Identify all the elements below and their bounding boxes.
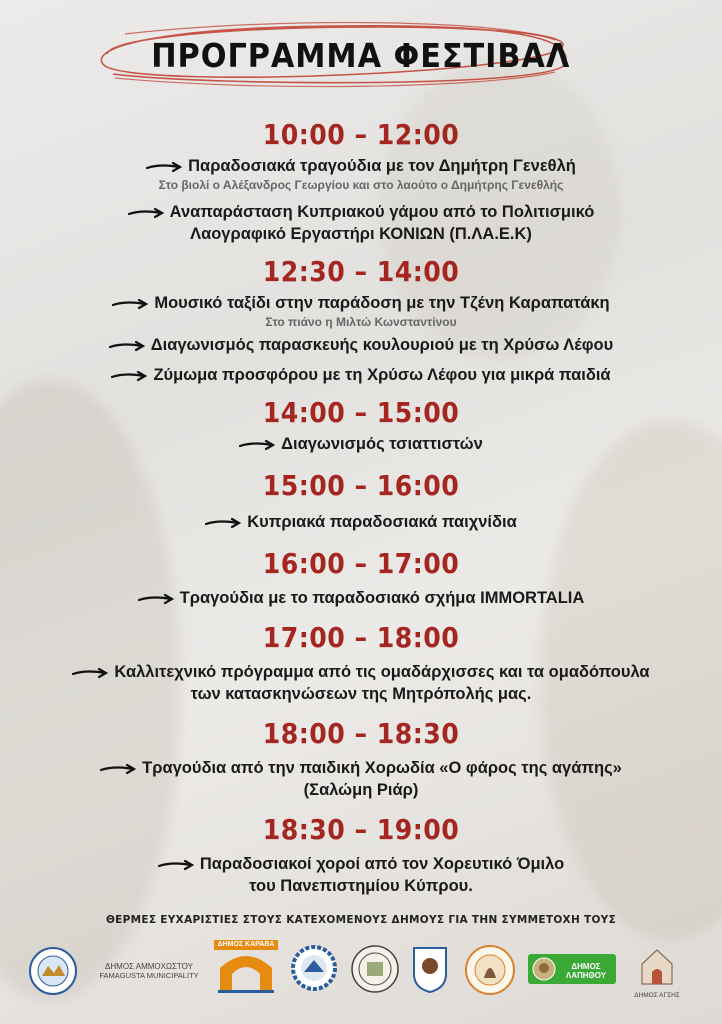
event-text: Τραγούδια με το παραδοσιακό σχήμα IMMORTALIA — [179, 589, 585, 607]
event-text-line-2: των κατασκηνώσεων της Μητρόπολής μας. — [190, 685, 532, 703]
event-text: Τραγούδια από την παιδική Χορωδία «Ο φάρος της αγάπης» — [142, 759, 622, 777]
event-item — [0, 661, 722, 705]
event-text: Ζύμωμα προσφόρου με τη Χρύσω Λέφου για μικρά παιδιά — [153, 366, 611, 384]
lapithos-logo — [528, 954, 616, 984]
event-text: Διαγωνισμός τσιαττιστών — [281, 435, 483, 453]
slot-time: 10:00 – 12:00 — [262, 118, 460, 151]
event-text-line-2: του Πανεπιστημίου Κύπρου. — [249, 877, 473, 895]
event-subtext: Στο βιολί ο Αλέξανδρος Γεωργίου και στο λαούτο ο Δημήτρης Γενεθλής — [158, 178, 564, 192]
event-subtext: Στο πιάνο η Μιλτώ Κωνσταντίνου — [265, 315, 457, 329]
title-area — [0, 24, 722, 85]
logo-caption: ΔΗΜΟΣ ΚΑΡΑΒΑ — [214, 940, 278, 950]
slot-time: 17:00 – 18:00 — [262, 621, 460, 654]
karava-logo — [214, 940, 278, 999]
slot-time: 15:00 – 16:00 — [262, 469, 460, 502]
slot-4 — [0, 469, 722, 533]
arch-icon — [214, 950, 278, 994]
event-item — [0, 201, 722, 245]
event-item — [0, 292, 722, 330]
logo-caption: ΔΗΜΟΣ ΛΑΠΗΘΟΥ — [565, 962, 607, 980]
event-item — [0, 587, 722, 609]
event-text: Μουσικό ταξίδι στην παράδοση με την Τζένη Καραπατάκη — [154, 294, 610, 312]
arrow-icon — [109, 340, 145, 352]
event-item — [0, 853, 722, 897]
town-seal-logo — [350, 944, 400, 994]
title-box — [103, 24, 618, 85]
event-item — [0, 364, 722, 386]
slot-8 — [0, 813, 722, 897]
logo-caption: ΔΗΜΟΣ ΑΜΜΟΧΩΣΤΟΥ — [105, 962, 193, 971]
event-text-line-2: (Σαλώμη Ριάρ) — [303, 781, 419, 799]
event-item — [0, 757, 722, 801]
slot-5 — [0, 547, 722, 609]
arrow-icon — [72, 667, 108, 679]
program-list — [0, 118, 722, 905]
morphou-seal-logo — [464, 944, 516, 996]
arrow-icon — [239, 439, 275, 451]
event-text: Παραδοσιακά τραγούδια με τον Δημήτρη Γενεθλή — [188, 157, 576, 175]
municipality-seal-logo — [28, 946, 78, 996]
event-text: Καλλιτεχνικό πρόγραμμα από τις ομαδάρχισσες και τα ομαδόπουλα — [114, 663, 650, 681]
arrow-icon — [111, 370, 147, 382]
slot-time: 16:00 – 17:00 — [262, 547, 460, 580]
arrow-icon — [146, 161, 182, 173]
church-icon — [632, 946, 682, 986]
logo-caption: FAMAGUSTA MUNICIPALITY — [99, 971, 199, 980]
event-text-line-2: Λαογραφικό Εργαστήρι ΚΟΝΙΩΝ (Π.ΛΑ.Ε.Κ) — [190, 225, 532, 243]
arrow-icon — [100, 763, 136, 775]
sponsor-logos — [20, 940, 702, 1010]
arrow-icon — [112, 298, 148, 310]
event-text: Διαγωνισμός παρασκευής κουλουριού με τη Χρύσω Λέφου — [150, 336, 614, 354]
page-title: ΠΡΟΓΡΑΜΜΑ ΦΕΣΤΙΒΑΛ — [151, 36, 571, 75]
event-text: Κυπριακά παραδοσιακά παιχνίδια — [247, 513, 517, 531]
arrow-icon — [205, 517, 241, 529]
coin-icon — [532, 957, 556, 981]
arrow-icon — [158, 859, 194, 871]
arrow-icon — [128, 207, 164, 219]
slot-1 — [0, 118, 722, 245]
slot-time: 14:00 – 15:00 — [262, 396, 460, 429]
event-item — [0, 433, 722, 455]
thanks-note: ΘΕΡΜΕΣ ΕΥΧΑΡΙΣΤΙΕΣ ΣΤΟΥΣ ΚΑΤΕΧΟΜΕΝΟΥΣ ΔΗΜΟΥΣ ΓΙΑ ΤΗΝ ΣΥΜΜΕΤΟΧΗ ΤΟΥΣ — [105, 914, 617, 926]
ammochostos-logo — [94, 962, 204, 980]
gear-emblem-logo — [290, 944, 338, 992]
slot-time: 18:30 – 19:00 — [262, 813, 460, 846]
event-text: Αναπαράσταση Κυπριακού γάμου από το Πολιτισμικό — [169, 203, 595, 221]
shield-logo — [412, 944, 448, 994]
event-text: Παραδοσιακοί χοροί από τον Χορευτικό Όμιλο — [199, 855, 565, 873]
church-logo — [632, 946, 682, 1000]
slot-2 — [0, 255, 722, 386]
event-item — [0, 334, 722, 356]
event-item — [0, 155, 722, 193]
arrow-icon — [138, 593, 174, 605]
slot-time: 18:00 – 18:30 — [262, 717, 460, 750]
slot-7 — [0, 717, 722, 801]
logo-caption: ΔΗΜΟΣ ΑΓΣΗΣ — [634, 992, 680, 999]
slot-6 — [0, 621, 722, 705]
slot-3 — [0, 396, 722, 455]
event-item — [0, 511, 722, 533]
slot-time: 12:30 – 14:00 — [262, 255, 460, 288]
